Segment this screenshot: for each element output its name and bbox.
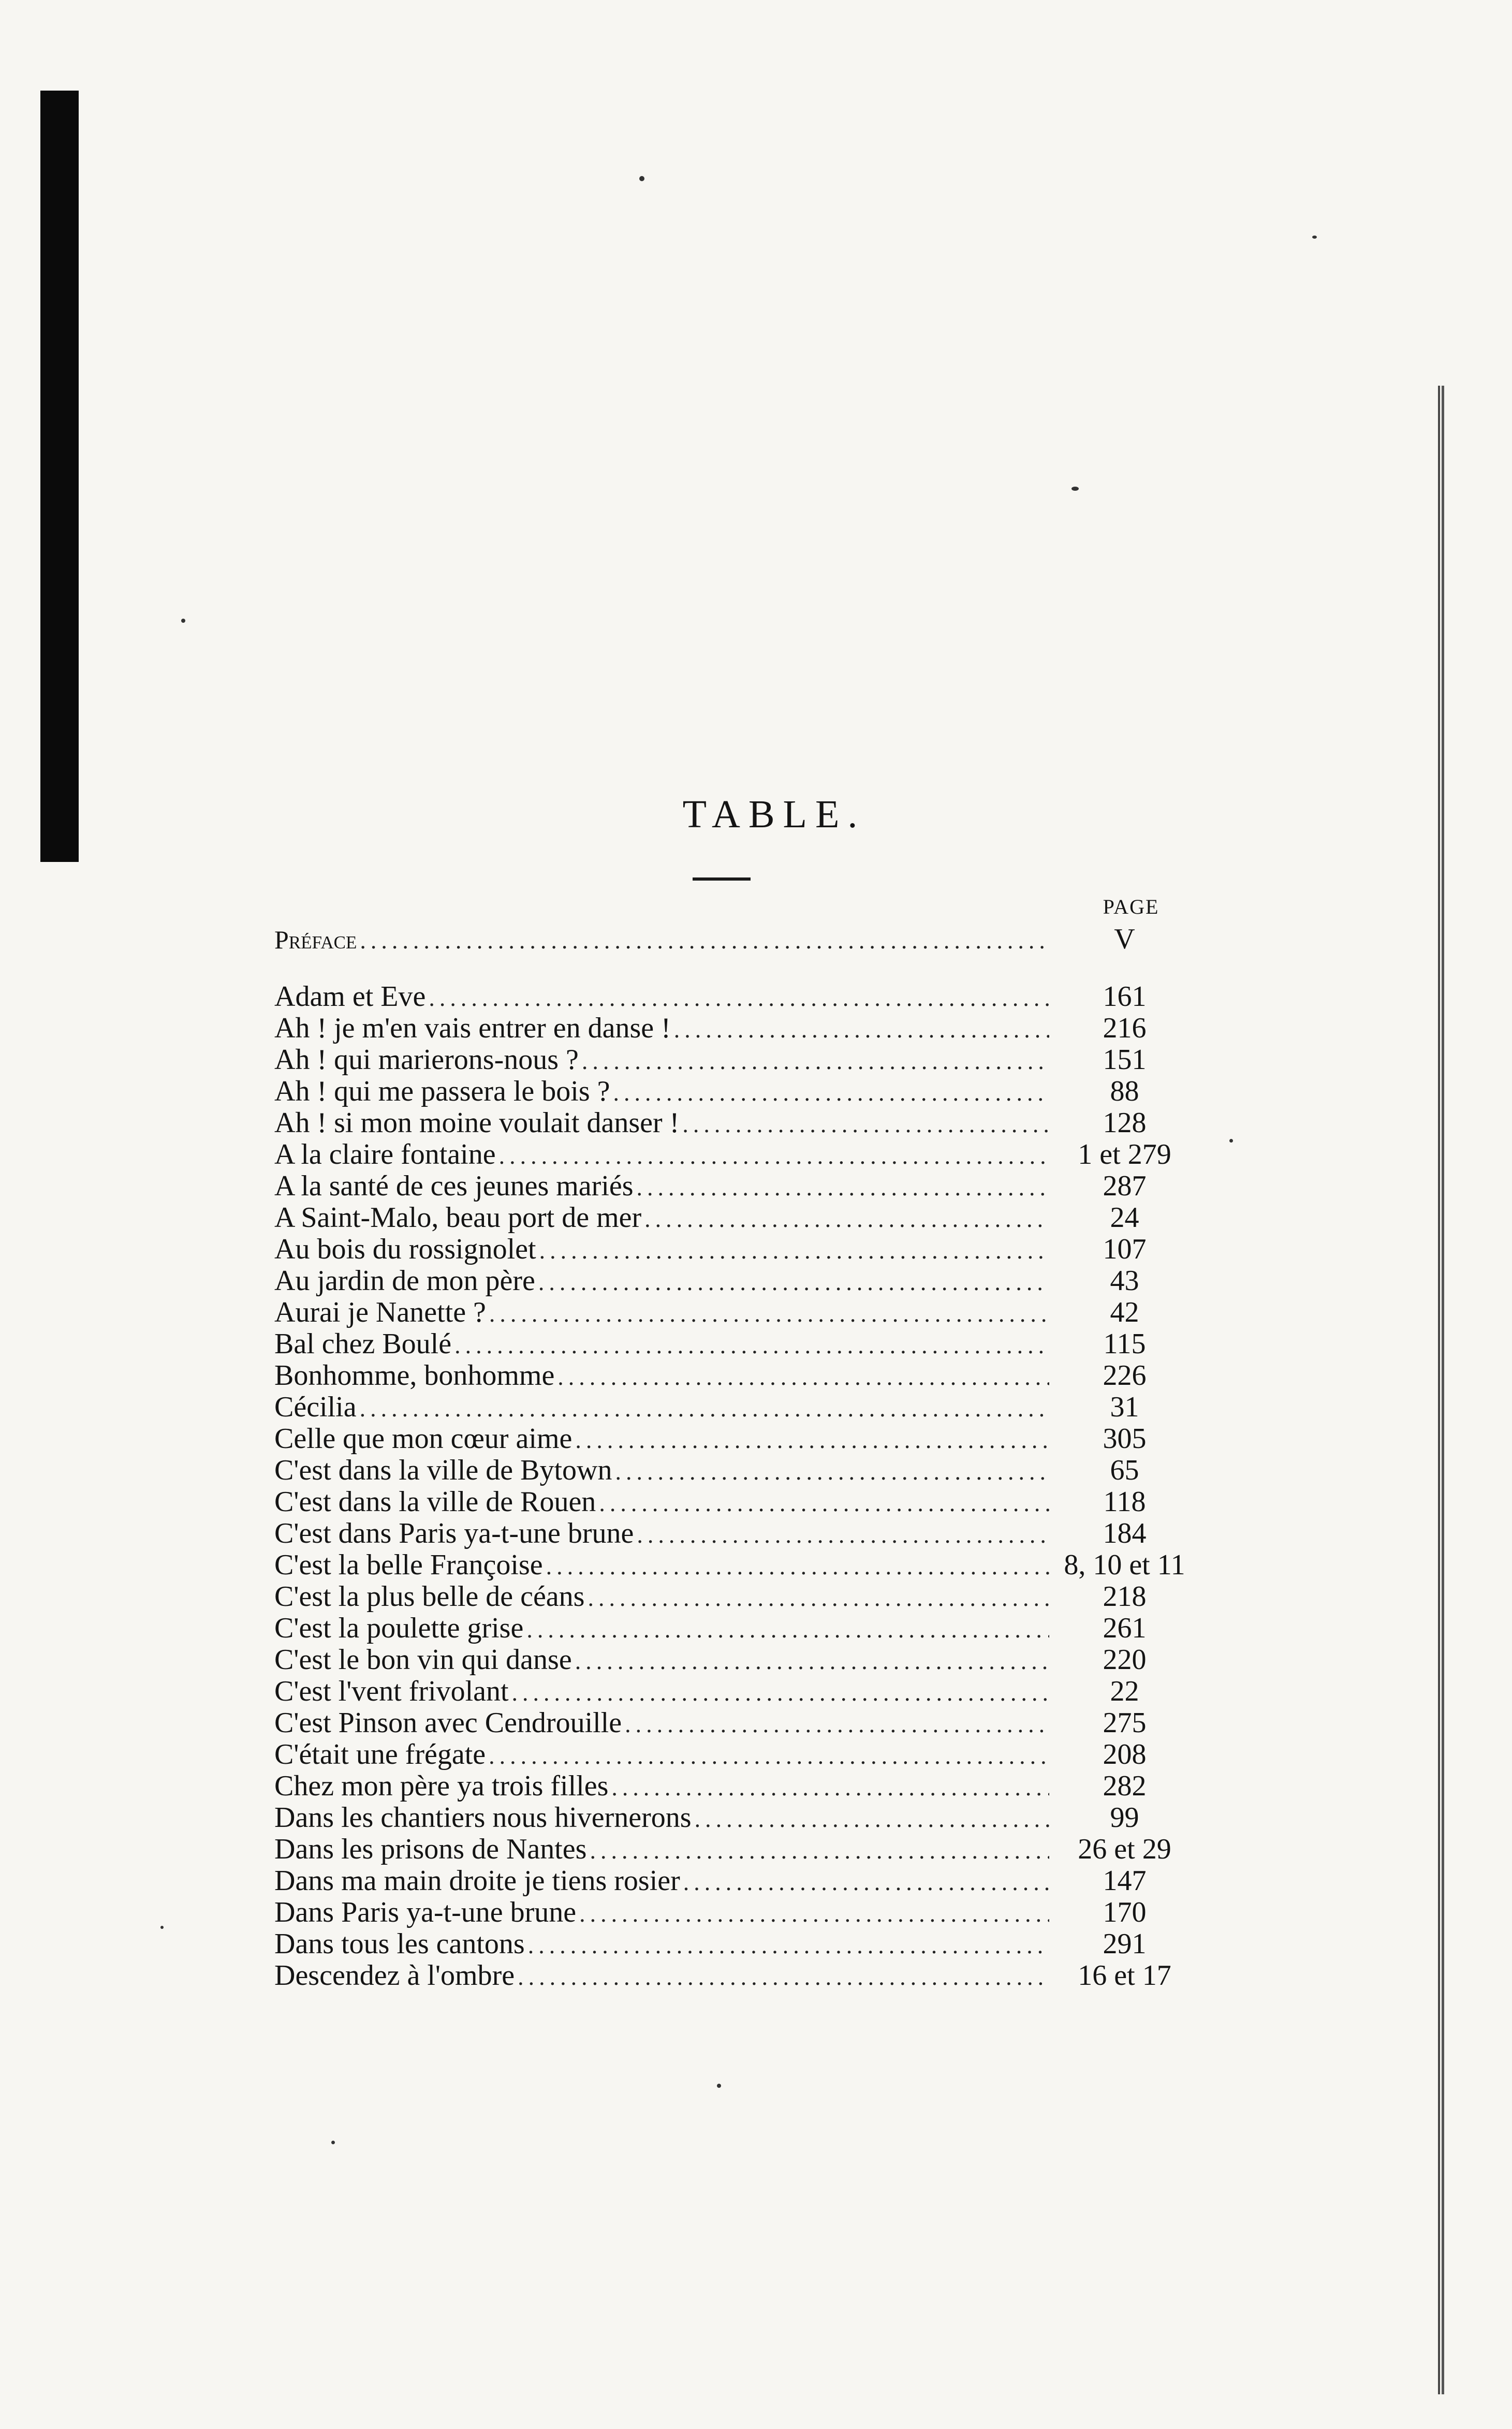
entry-title: Adam et Eve — [274, 981, 426, 1013]
entry-title: Préface — [274, 925, 357, 954]
page-column-header: PAGE — [1103, 895, 1159, 918]
entry-page: 218 — [1103, 1581, 1147, 1613]
entry-title: Ah ! qui me passera le bois ? — [274, 1075, 610, 1107]
dot-leader — [546, 1550, 1049, 1582]
dot-leader — [615, 1456, 1049, 1487]
dot-leader — [512, 1677, 1049, 1708]
entry-page: 43 — [1110, 1265, 1139, 1297]
dot-leader — [539, 1235, 1049, 1266]
entry-page: 287 — [1103, 1170, 1147, 1202]
dot-leader — [526, 1614, 1049, 1645]
toc-entry — [274, 1423, 1196, 1455]
toc-entry — [274, 1044, 1196, 1076]
toc-entry — [274, 1897, 1196, 1928]
entry-page: 226 — [1103, 1359, 1147, 1392]
toc-entry — [274, 1234, 1196, 1265]
print-speck — [331, 2141, 335, 2144]
print-speck — [1229, 1139, 1233, 1143]
entry-page: 291 — [1103, 1928, 1147, 1960]
dot-leader — [360, 925, 1049, 956]
print-speck — [1312, 236, 1317, 239]
entry-title: Dans tous les cantons — [274, 1928, 525, 1960]
dot-leader — [590, 1835, 1049, 1866]
toc-entry — [274, 1707, 1196, 1739]
entry-page: 26 et 29 — [1078, 1833, 1171, 1865]
entry-page: 147 — [1103, 1865, 1147, 1897]
title-rule — [693, 877, 751, 881]
toc-entry — [274, 1076, 1196, 1107]
entry-page: 170 — [1103, 1896, 1147, 1928]
dot-leader — [575, 1645, 1049, 1677]
dot-leader — [557, 1361, 1049, 1393]
entry-title: C'est Pinson avec Cendrouille — [274, 1707, 622, 1739]
entry-title: Dans ma main droite je tiens rosier — [274, 1865, 680, 1897]
toc-entry — [274, 1297, 1196, 1328]
entry-title: A la claire fontaine — [274, 1138, 496, 1170]
toc-entry — [274, 1486, 1196, 1518]
toc-entry — [274, 1549, 1196, 1581]
entry-title: Dans les chantiers nous hivernerons — [274, 1802, 692, 1834]
dot-leader — [637, 1172, 1049, 1203]
entry-page: 261 — [1103, 1612, 1147, 1644]
dot-leader — [683, 1866, 1049, 1898]
entry-title: C'est dans Paris ya-t-une brune — [274, 1517, 634, 1549]
entry-page: 1 et 279 — [1078, 1138, 1171, 1170]
toc-entry — [274, 1928, 1196, 1960]
toc-entry — [274, 1770, 1196, 1802]
entry-title: Celle que mon cœur aime — [274, 1423, 572, 1455]
toc-entry — [274, 924, 1196, 955]
entry-title: C'est la poulette grise — [274, 1612, 524, 1644]
entry-page: 107 — [1103, 1233, 1147, 1265]
dot-leader — [611, 1772, 1049, 1803]
entry-page: 8, 10 et 11 — [1064, 1549, 1185, 1581]
page-title: TABLE. — [682, 793, 866, 836]
entry-page: 42 — [1110, 1296, 1139, 1328]
dot-leader — [637, 1519, 1049, 1550]
entry-title: C'était une frégate — [274, 1738, 486, 1770]
entry-title: Cécilia — [274, 1391, 357, 1423]
dot-leader — [499, 1140, 1049, 1172]
dot-leader — [613, 1077, 1049, 1108]
dot-leader — [579, 1898, 1049, 1929]
entry-page: 151 — [1103, 1044, 1147, 1076]
toc-entry — [274, 981, 1196, 1013]
entry-title: Ah ! je m'en vais entrer en danse ! — [274, 1012, 671, 1044]
entry-page: 275 — [1103, 1707, 1147, 1739]
entry-page: 118 — [1103, 1486, 1146, 1518]
dot-leader — [518, 1961, 1049, 1993]
entry-title: Ah ! qui marierons-nous ? — [274, 1044, 579, 1076]
entry-page: 31 — [1110, 1391, 1139, 1423]
entry-title: Au bois du rossignolet — [274, 1233, 536, 1265]
toc-entry — [274, 1581, 1196, 1613]
toc-entry — [274, 1107, 1196, 1139]
dot-leader — [538, 1266, 1049, 1298]
print-speck — [181, 619, 185, 623]
toc-entry — [274, 1644, 1196, 1676]
entry-page: V — [1114, 923, 1135, 955]
entry-title: A la santé de ces jeunes mariés — [274, 1170, 634, 1202]
toc-entry — [274, 1139, 1196, 1170]
entry-page: 220 — [1103, 1644, 1147, 1676]
dot-leader — [582, 1045, 1049, 1077]
dot-leader — [429, 982, 1049, 1014]
dot-leader — [575, 1424, 1049, 1456]
toc-entry — [274, 1834, 1196, 1865]
binding-edge — [40, 91, 79, 862]
entry-page: 161 — [1103, 981, 1147, 1013]
print-speck — [160, 1926, 164, 1929]
entry-page: 216 — [1103, 1012, 1147, 1044]
entry-title: C'est la plus belle de céans — [274, 1581, 585, 1613]
toc-entry — [274, 1170, 1196, 1202]
entry-page: 65 — [1110, 1454, 1139, 1486]
entry-title: Bonhomme, bonhomme — [274, 1359, 555, 1392]
print-speck — [1071, 487, 1079, 491]
dot-leader — [695, 1803, 1049, 1835]
entry-page: 282 — [1103, 1770, 1147, 1802]
entry-page: 208 — [1103, 1738, 1147, 1770]
entry-page: 22 — [1110, 1675, 1139, 1707]
dot-leader — [489, 1740, 1049, 1772]
entry-title: Aurai je Nanette ? — [274, 1296, 486, 1328]
entry-title: Ah ! si mon moine voulait danser ! — [274, 1107, 680, 1139]
entry-page: 184 — [1103, 1517, 1147, 1549]
toc-entry — [274, 1613, 1196, 1644]
print-speck — [717, 2084, 721, 2088]
dot-leader — [360, 1393, 1049, 1424]
entry-title: C'est la belle Françoise — [274, 1549, 543, 1581]
entry-title: Au jardin de mon père — [274, 1265, 535, 1297]
dot-leader — [682, 1108, 1049, 1140]
toc-entry — [274, 1360, 1196, 1392]
dot-leader — [644, 1203, 1049, 1235]
entry-title: C'est le bon vin qui danse — [274, 1644, 572, 1676]
toc-entry — [274, 1202, 1196, 1234]
entry-page: 88 — [1110, 1075, 1139, 1107]
entry-title: Chez mon père ya trois filles — [274, 1770, 609, 1802]
entry-title: Bal chez Boulé — [274, 1328, 452, 1360]
entry-title: Descendez à l'ombre — [274, 1959, 515, 1992]
toc-entry — [274, 1392, 1196, 1423]
entry-page: 99 — [1110, 1802, 1139, 1834]
entry-title: Dans Paris ya-t-une brune — [274, 1896, 577, 1928]
entry-page: 128 — [1103, 1107, 1147, 1139]
table-of-contents — [274, 924, 1196, 1992]
page-edge-line — [1438, 386, 1444, 2394]
toc-entry — [274, 1455, 1196, 1486]
entry-page: 16 et 17 — [1078, 1959, 1171, 1992]
toc-entry — [274, 1676, 1196, 1707]
toc-entry — [274, 1960, 1196, 1992]
entry-title: C'est dans la ville de Bytown — [274, 1454, 612, 1486]
toc-entry — [274, 1265, 1196, 1297]
dot-leader — [674, 1014, 1049, 1045]
dot-leader — [588, 1582, 1049, 1614]
toc-entry — [274, 1013, 1196, 1044]
entry-title: Dans les prisons de Nantes — [274, 1833, 587, 1865]
dot-leader — [489, 1298, 1049, 1329]
toc-entry — [274, 1865, 1196, 1897]
dot-leader — [454, 1329, 1049, 1361]
entry-page: 24 — [1110, 1202, 1139, 1234]
dot-leader — [528, 1929, 1049, 1961]
dot-leader — [625, 1708, 1049, 1740]
toc-entry — [274, 1739, 1196, 1770]
toc-entry — [274, 1328, 1196, 1360]
dot-leader — [599, 1487, 1049, 1519]
entry-title: A Saint-Malo, beau port de mer — [274, 1202, 642, 1234]
toc-entry — [274, 1802, 1196, 1834]
entry-page: 305 — [1103, 1423, 1147, 1455]
entry-title: C'est dans la ville de Rouen — [274, 1486, 596, 1518]
print-speck — [639, 176, 644, 181]
toc-entry — [274, 1518, 1196, 1549]
entry-page: 115 — [1103, 1328, 1146, 1360]
entry-title: C'est l'vent frivolant — [274, 1675, 509, 1707]
